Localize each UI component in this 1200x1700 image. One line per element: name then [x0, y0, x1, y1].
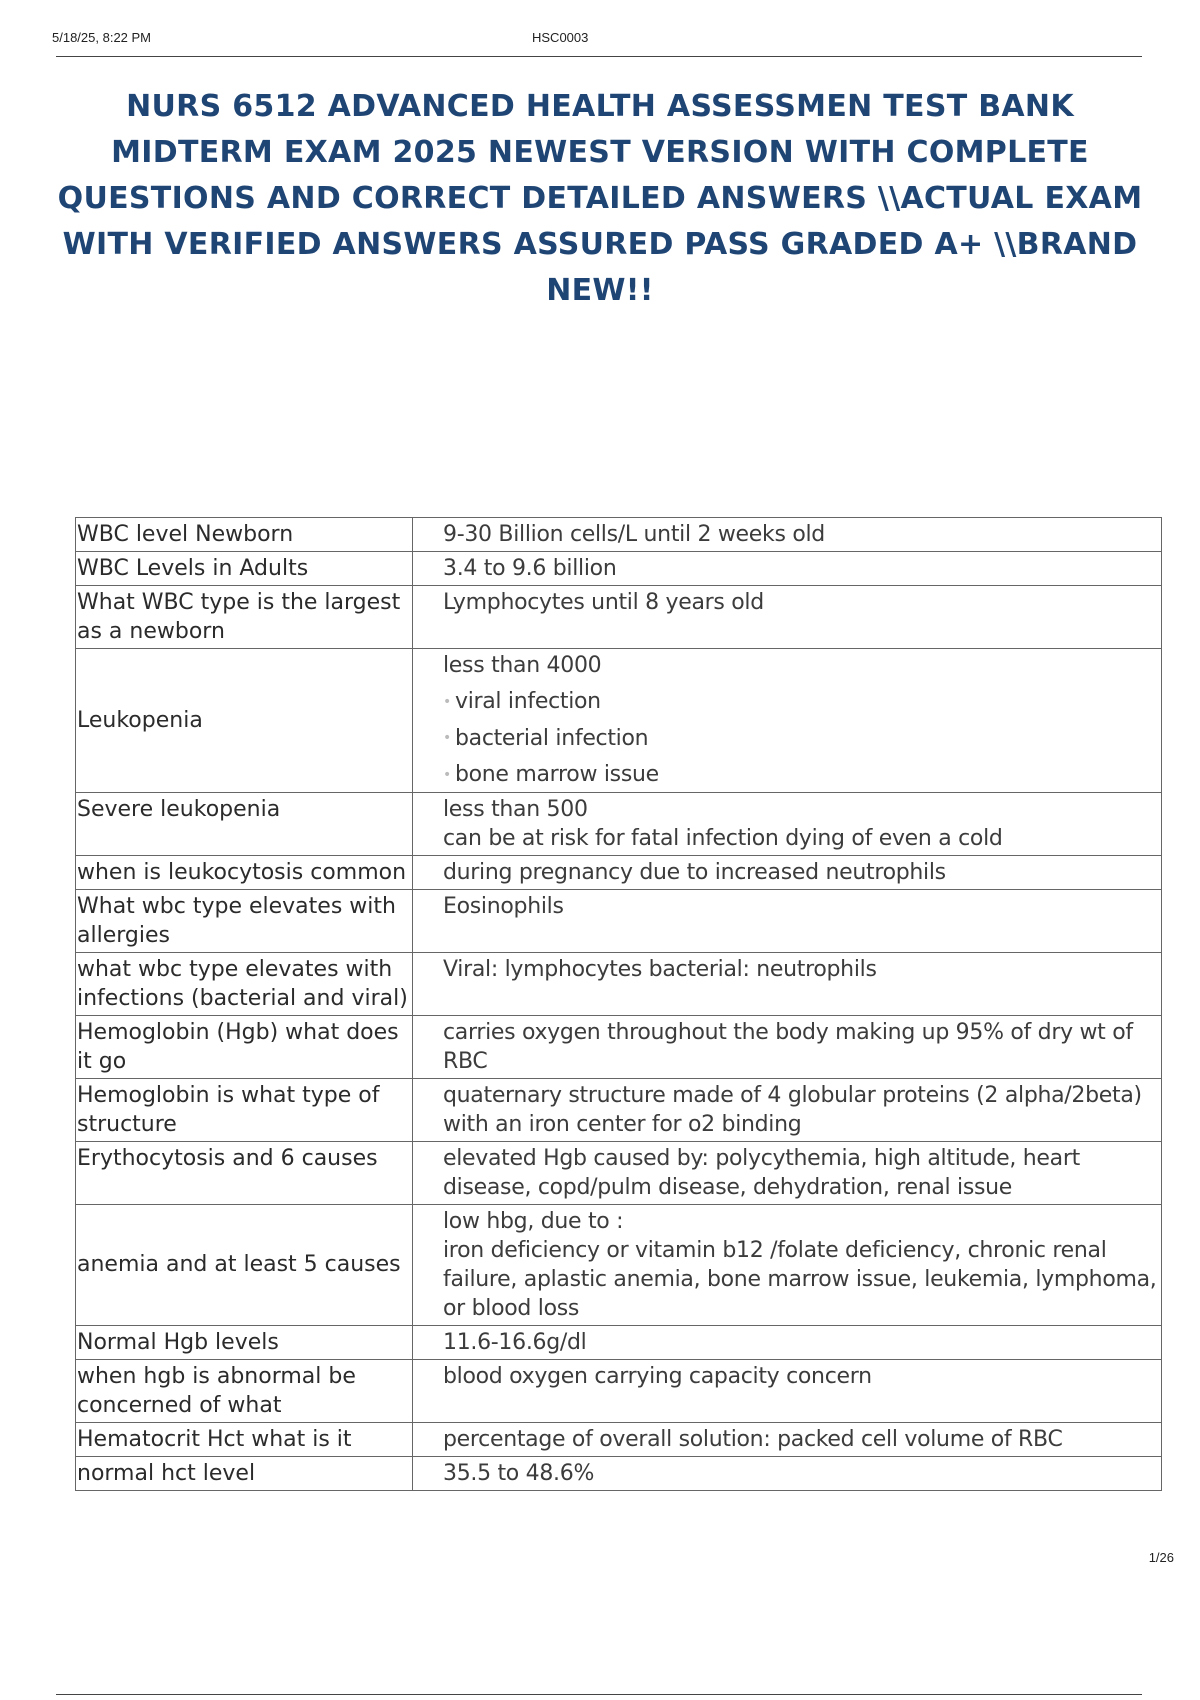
answer-text: Lymphocytes until 8 years old — [443, 590, 764, 615]
question-cell: What wbc type elevates with allergies — [76, 889, 413, 952]
table-row — [76, 952, 1162, 1015]
print-date: 5/18/25, 8:22 PM — [52, 30, 152, 45]
question-cell: Erythocytosis and 6 causes — [76, 1141, 413, 1204]
question-cell: normal hct level — [76, 1456, 413, 1490]
answer-cell — [413, 889, 1162, 952]
table-row — [76, 1204, 1162, 1325]
header-divider — [56, 56, 1142, 57]
answer-text: less than 4000 — [443, 653, 602, 678]
title-line: MIDTERM EXAM 2025 NEWEST VERSION WITH COMPLETE — [111, 135, 1089, 170]
question-cell: when is leukocytosis common — [76, 855, 413, 889]
answer-cell — [413, 952, 1162, 1015]
answer-cell — [413, 649, 1162, 793]
question-cell: anemia and at least 5 causes — [76, 1204, 413, 1325]
answer-cell — [413, 1204, 1162, 1325]
answer-text: low hbg, due to : — [443, 1208, 624, 1234]
answer-bullet: • bone marrow issue — [443, 760, 1157, 790]
answer-text: quaternary structure made of 4 globular proteins (2 alpha/2beta) with an iron center for o2 binding — [443, 1082, 1142, 1137]
question-answer-table — [75, 517, 1162, 1491]
answer-text: 3.4 to 9.6 billion — [443, 556, 617, 581]
table-row — [76, 518, 1162, 552]
answer-bullet: • viral infection — [443, 687, 1157, 717]
answer-cell — [413, 518, 1162, 552]
page-number: 1/26 — [1148, 1550, 1174, 1565]
question-cell: Normal Hgb levels — [76, 1325, 413, 1359]
question-cell: Hematocrit Hct what is it — [76, 1422, 413, 1456]
answer-text: carries oxygen throughout the body making up 95% of dry wt of RBC — [443, 1019, 1133, 1074]
question-cell: Hemoglobin is what type of structure — [76, 1078, 413, 1141]
question-cell: WBC Levels in Adults — [76, 552, 413, 586]
answer-cell — [413, 1325, 1162, 1359]
table-row — [76, 552, 1162, 586]
document-id: HSC0003 — [532, 30, 589, 45]
answer-cell — [413, 1141, 1162, 1204]
table-row — [76, 1141, 1162, 1204]
answer-text: 35.5 to 48.6% — [443, 1460, 595, 1486]
title-line: WITH VERIFIED ANSWERS ASSURED PASS GRADED A+ \\BRAND — [62, 227, 1138, 262]
answer-text: elevated Hgb caused by: polycythemia, high altitude, heart disease, copd/pulm disease, dehydration, renal issue — [443, 1145, 1080, 1200]
answer-cell — [413, 1078, 1162, 1141]
question-cell: what wbc type elevates with infections (bacterial and viral) — [76, 952, 413, 1015]
answer-cell — [413, 1015, 1162, 1078]
answer-text: blood oxygen carrying capacity concern — [443, 1363, 872, 1389]
answer-text: iron deficiency or vitamin b12 /folate deficiency, chronic renal failure, aplastic anemia, bone marrow issue, leukemia, lymphoma, or blood loss — [443, 1237, 1157, 1321]
table-row — [76, 1456, 1162, 1490]
answer-cell — [413, 586, 1162, 649]
answer-cell — [413, 1456, 1162, 1490]
table-row — [76, 1422, 1162, 1456]
answer-cell — [413, 552, 1162, 586]
answer-text: can be at risk for fatal infection dying of even a cold — [443, 825, 1003, 851]
table-row — [76, 1078, 1162, 1141]
question-cell: when hgb is abnormal be concerned of what — [76, 1359, 413, 1422]
answer-cell — [413, 1422, 1162, 1456]
table-row — [76, 855, 1162, 889]
question-cell: Severe leukopenia — [76, 792, 413, 855]
answer-text: during pregnancy due to increased neutrophils — [443, 859, 946, 885]
answer-text: 9-30 Billion cells/L until 2 weeks old — [443, 522, 825, 547]
question-cell: Hemoglobin (Hgb) what does it go — [76, 1015, 413, 1078]
title-line: QUESTIONS AND CORRECT DETAILED ANSWERS \\ACTUAL EXAM — [57, 181, 1143, 216]
answer-cell — [413, 792, 1162, 855]
table-row — [76, 586, 1162, 649]
answer-bullet: • bacterial infection — [443, 724, 1157, 754]
answer-text: Eosinophils — [443, 893, 564, 919]
table-row — [76, 889, 1162, 952]
answer-text: less than 500 — [443, 796, 588, 822]
answer-cell — [413, 1359, 1162, 1422]
title-line: NURS 6512 ADVANCED HEALTH ASSESSMEN TEST BANK — [126, 89, 1074, 124]
question-cell: What WBC type is the largest as a newborn — [76, 586, 413, 649]
footer-divider — [56, 1694, 1142, 1695]
title-line: NEW!! — [546, 273, 654, 308]
table-row — [76, 649, 1162, 793]
document-title — [30, 84, 1170, 314]
table-row — [76, 792, 1162, 855]
question-cell: WBC level Newborn — [76, 518, 413, 552]
answer-text: Viral: lymphocytes bacterial: neutrophils — [443, 956, 877, 982]
answer-cell — [413, 855, 1162, 889]
table-row — [76, 1325, 1162, 1359]
answer-text: percentage of overall solution: packed cell volume of RBC — [443, 1426, 1063, 1452]
table-row — [76, 1359, 1162, 1422]
answer-text: 11.6-16.6g/dl — [443, 1329, 587, 1355]
table-row — [76, 1015, 1162, 1078]
print-header — [52, 30, 1144, 54]
question-cell: Leukopenia — [76, 649, 413, 793]
